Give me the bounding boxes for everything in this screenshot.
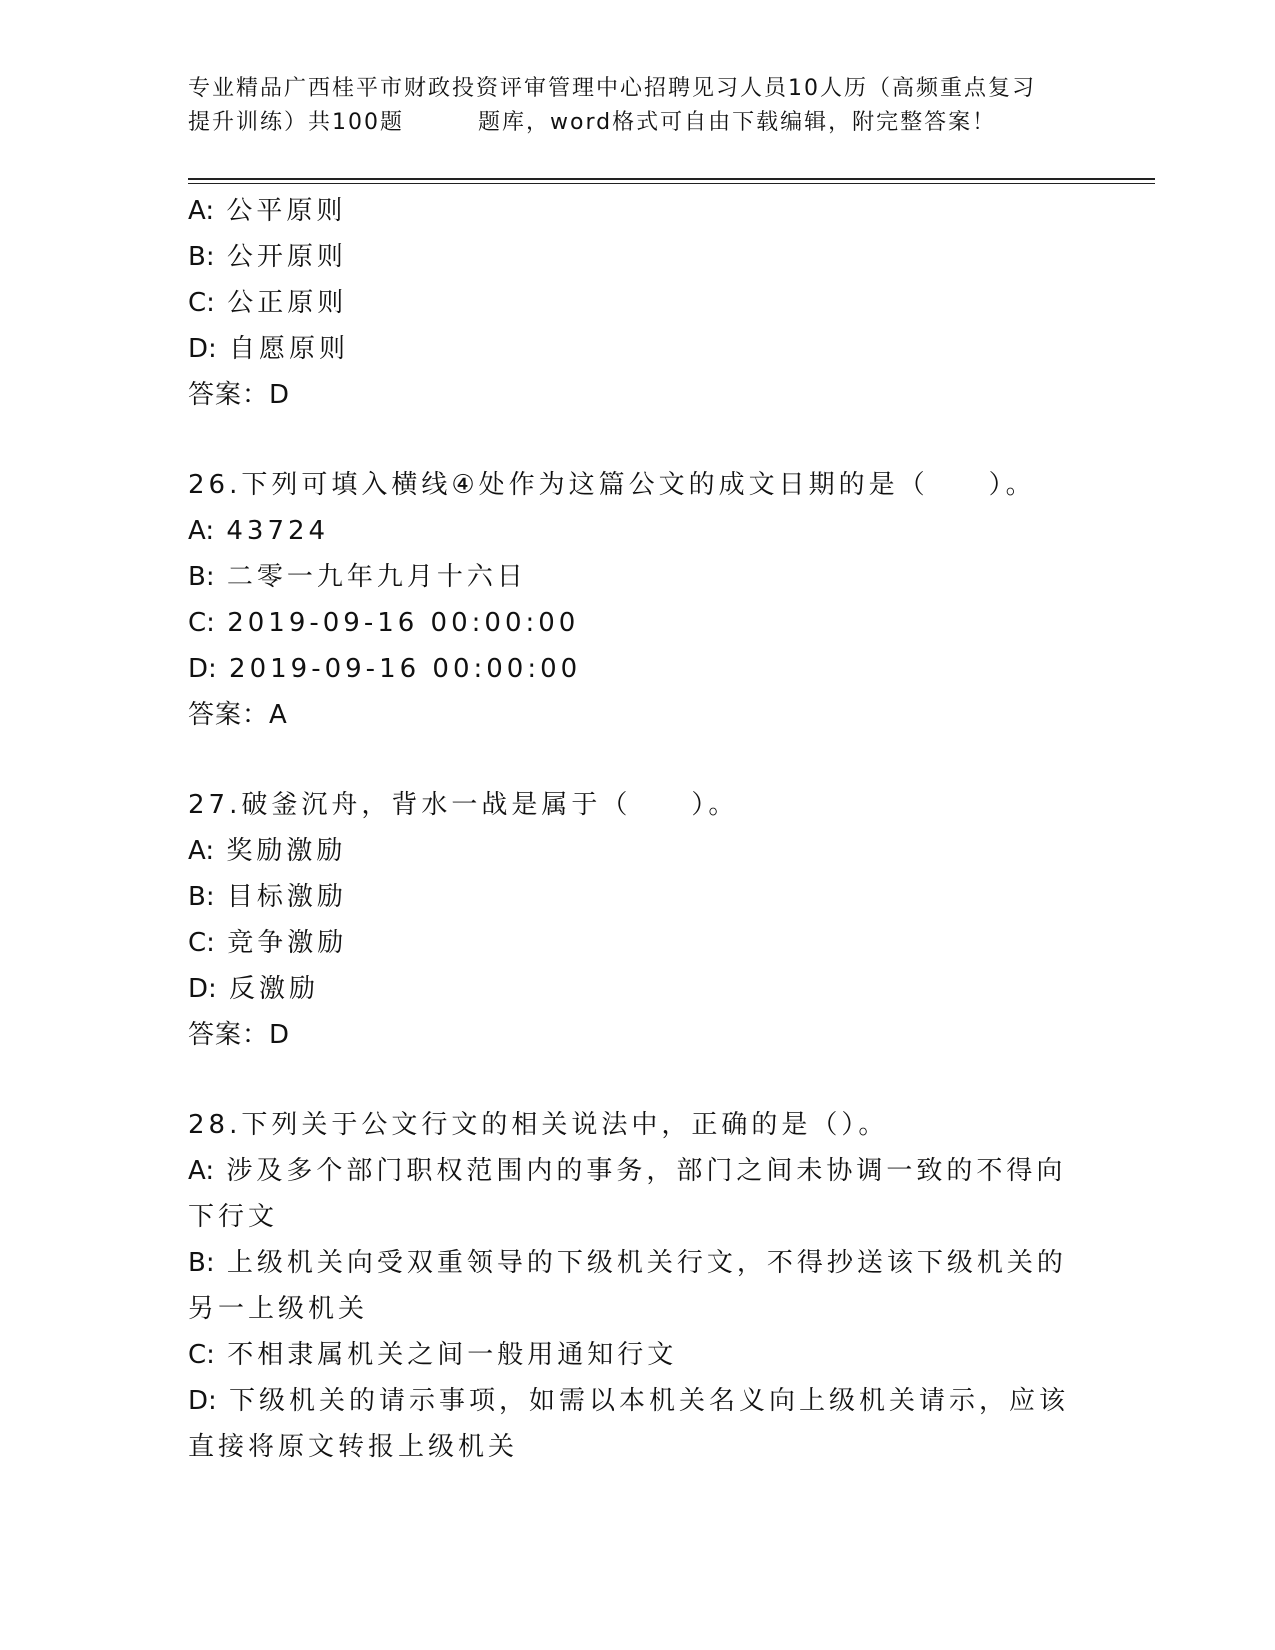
option-c: C: 不相隶属机关之间一般用通知行文 — [188, 1340, 678, 1370]
option-d: D: 自愿原则 — [188, 334, 350, 364]
option-c: C: 竞争激励 — [188, 928, 348, 958]
answer: 答案：A — [188, 700, 288, 730]
header-divider-thick — [188, 178, 1155, 180]
option-d: D: 下级机关的请示事项，如需以本机关名义向上级机关请示，应该直接将原文转报上级机关 — [188, 1386, 1070, 1462]
option-a: A: 43724 — [188, 516, 330, 546]
option-b: B: 二零一九年九月十六日 — [188, 562, 527, 592]
question-list — [188, 188, 1088, 1470]
answer: 答案：D — [188, 380, 291, 410]
header-line-2-left: 提升训练）共100题 — [188, 110, 404, 135]
question-stem: 28.下列关于公文行文的相关说法中，正确的是（）。 — [188, 1110, 889, 1140]
document-header — [188, 72, 1068, 140]
question-26 — [188, 462, 1088, 738]
option-c: C: 2019-09-16 00:00:00 — [188, 608, 580, 638]
option-b: B: 目标激励 — [188, 882, 347, 912]
question-27 — [188, 782, 1088, 1058]
option-b: B: 公开原则 — [188, 242, 347, 272]
header-divider-thin — [188, 183, 1155, 184]
header-line-2 — [188, 106, 1068, 140]
option-a: A: 公平原则 — [188, 196, 347, 226]
question-stem: 27.破釜沉舟，背水一战是属于（ ）。 — [188, 790, 739, 820]
option-c: C: 公正原则 — [188, 288, 348, 318]
option-d: D: 2019-09-16 00:00:00 — [188, 654, 582, 684]
question-25 — [188, 188, 1088, 418]
option-b: B: 上级机关向受双重领导的下级机关行文，不得抄送该下级机关的另一上级机关 — [188, 1248, 1067, 1324]
option-a: A: 涉及多个部门职权范围内的事务，部门之间未协调一致的不得向下行文 — [188, 1156, 1067, 1232]
question-stem: 26.下列可填入横线④处作为这篇公文的成文日期的是（ ）。 — [188, 470, 1036, 500]
answer: 答案：D — [188, 1020, 291, 1050]
header-line-1: 专业精品广西桂平市财政投资评审管理中心招聘见习人员10人历（高频重点复习 — [188, 76, 1036, 101]
question-28 — [188, 1102, 1088, 1470]
header-line-2-right: 题库，word格式可自由下载编辑，附完整答案！ — [478, 110, 997, 135]
option-a: A: 奖励激励 — [188, 836, 347, 866]
option-d: D: 反激励 — [188, 974, 320, 1004]
